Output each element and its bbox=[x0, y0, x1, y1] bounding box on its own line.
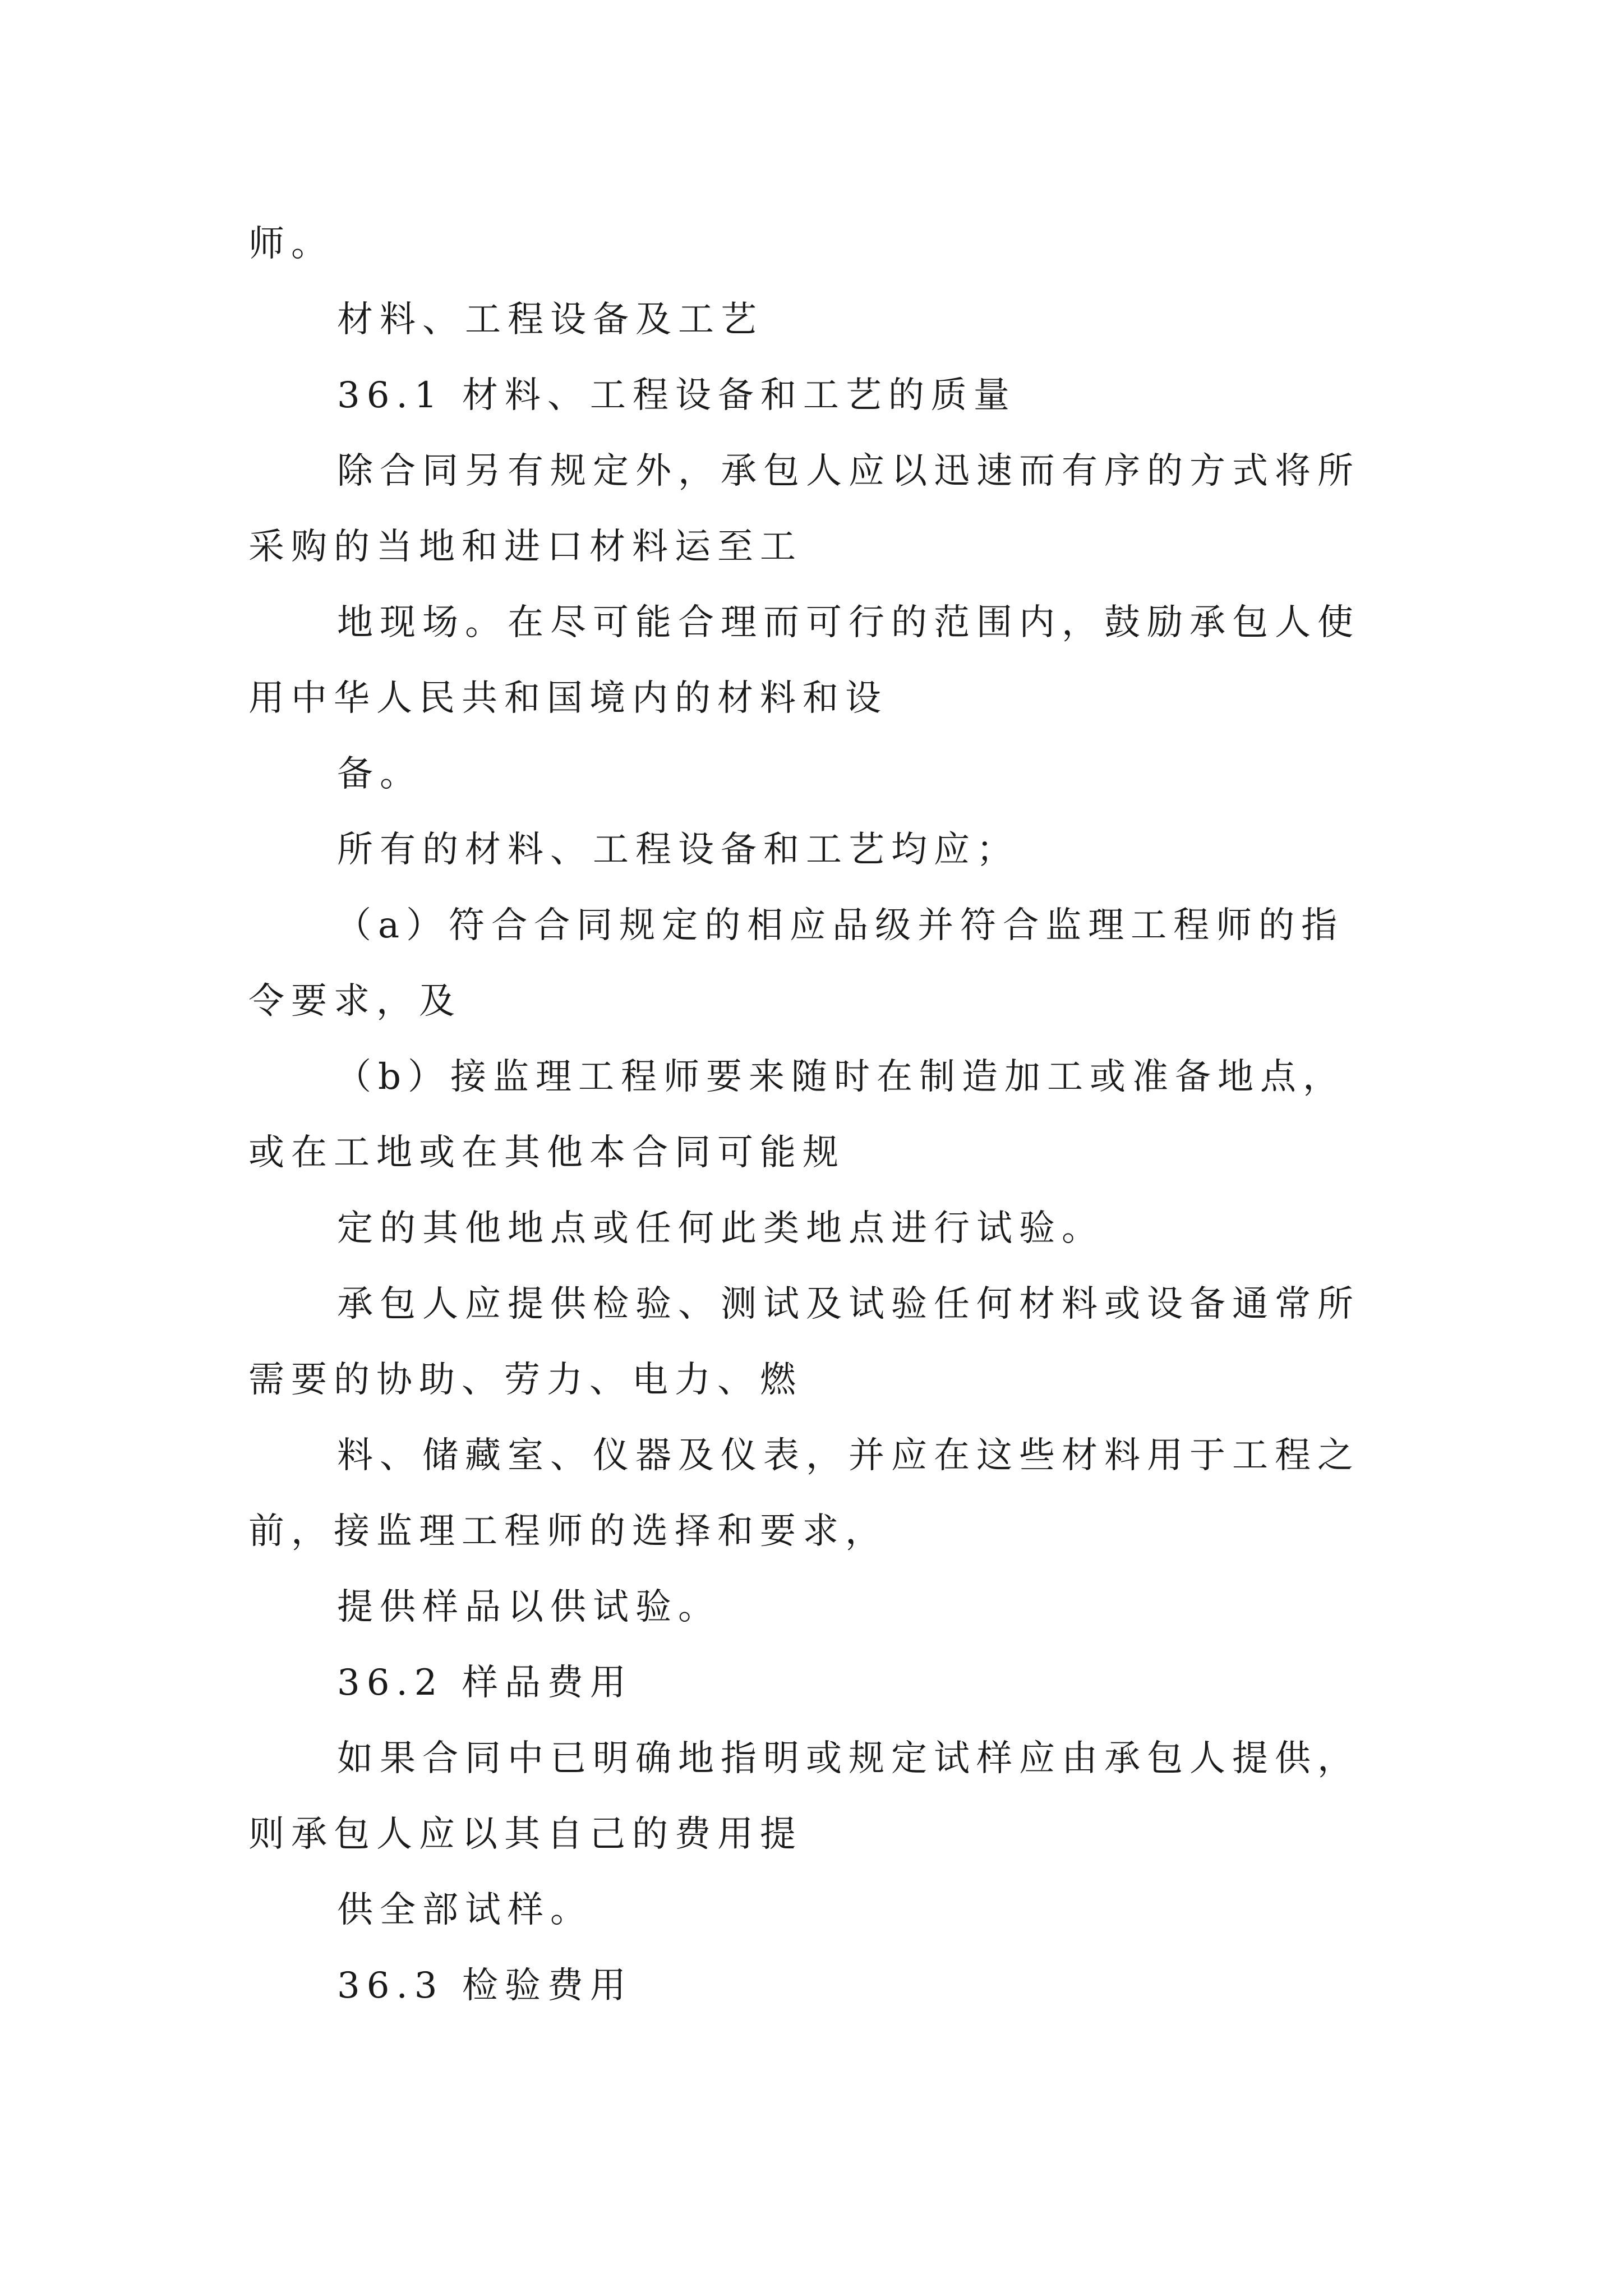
text-line: 用中华人民共和国境内的材料和设 bbox=[248, 678, 888, 719]
text-line: 令要求，及 bbox=[248, 981, 462, 1022]
list-item-b: （b）接监理工程师要来随时在制造加工或准备地点， bbox=[335, 1056, 1345, 1098]
text-line: 料、储藏室、仪器及仪表，并应在这些材料用于工程之 bbox=[337, 1435, 1360, 1476]
text-line: 如果合同中已明确地指明或规定试样应由承包人提供， bbox=[337, 1738, 1360, 1779]
text-line: 采购的当地和进口材料运至工 bbox=[248, 526, 803, 568]
text-line: 地现场。在尽可能合理而可行的范围内，鼓励承包人使 bbox=[337, 602, 1360, 643]
text-line: 或在工地或在其他本合同可能规 bbox=[248, 1132, 845, 1174]
text-line: 备。 bbox=[337, 753, 422, 795]
section-heading: 材料、工程设备及工艺 bbox=[337, 299, 763, 341]
list-item-a: （a）符合合同规定的相应品级并符合监理工程师的指 bbox=[335, 905, 1344, 946]
subsection-heading: 36.2 样品费用 bbox=[337, 1662, 633, 1704]
text-line: 所有的材料、工程设备和工艺均应； bbox=[337, 829, 1019, 871]
text-line: 师。 bbox=[248, 223, 334, 265]
text-line: 供全部试样。 bbox=[337, 1889, 593, 1931]
subsection-heading: 36.3 检验费用 bbox=[337, 1965, 633, 2007]
text-line: 承包人应提供检验、测试及试验任何材料或设备通常所 bbox=[337, 1283, 1360, 1325]
text-line: 前，接监理工程师的选择和要求， bbox=[248, 1511, 888, 1552]
text-line: 需要的协助、劳力、电力、燃 bbox=[248, 1359, 803, 1401]
subsection-heading: 36.1 材料、工程设备和工艺的质量 bbox=[337, 375, 1016, 416]
text-line: 提供样品以供试验。 bbox=[337, 1586, 721, 1628]
text-line: 定的其他地点或任何此类地点进行试验。 bbox=[337, 1208, 1104, 1249]
text-line: 除合同另有规定外，承包人应以迅速而有序的方式将所 bbox=[337, 450, 1360, 492]
text-line: 则承包人应以其自己的费用提 bbox=[248, 1814, 803, 1855]
